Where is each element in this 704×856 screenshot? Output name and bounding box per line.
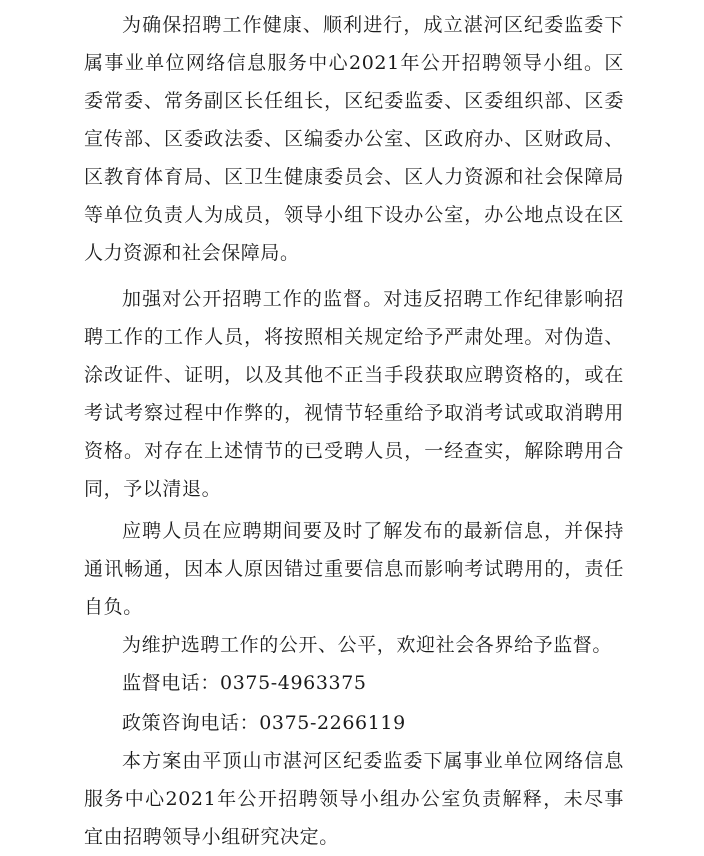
policy-consultation-phone: 政策咨询电话：0375-2266119 xyxy=(122,712,406,734)
paragraph-public-supervision: 为维护选聘工作的公开、公平，欢迎社会各界给予监督。 xyxy=(122,634,613,656)
supervision-phone: 监督电话：0375-4963375 xyxy=(122,672,367,694)
paragraph-applicant-notice: 应聘人员在应聘期间要及时了解发布的最新信息，并保持通讯畅通，因本人原因错过重要信息而影响考试聘用的，责任自负。 xyxy=(84,520,624,618)
paragraph-interpretation: 本方案由平顶山市湛河区纪委监委下属事业单位网络信息服务中心2021年公开招聘领导小组办公室负责解释，未尽事宜由招聘领导小组研究决定。 xyxy=(84,750,624,848)
paragraph-leadership-group: 为确保招聘工作健康、顺利进行，成立湛河区纪委监委下属事业单位网络信息服务中心2021年公开招聘领导小组。区委常委、常务副区长任组长，区纪委监委、区委组织部、区委宣传部、区委政法委、区编委办公室、区政府办、区财政局、区教育体育局、区卫生健康委员会、区人力资源和社会保障局等单位负责人为成员，领导小组下设办公室，办公地点设在区人力资源和社会保障局。 xyxy=(84,14,624,264)
paragraph-supervision: 加强对公开招聘工作的监督。对违反招聘工作纪律影响招聘工作的工作人员，将按照相关规定给予严肃处理。对伪造、涂改证件、证明，以及其他不正当手段获取应聘资格的，或在考试考察过程中作弊的，视情节轻重给予取消考试或取消聘用资格。对存在上述情节的已受聘人员，一经查实，解除聘用合同，予以清退。 xyxy=(84,288,624,500)
